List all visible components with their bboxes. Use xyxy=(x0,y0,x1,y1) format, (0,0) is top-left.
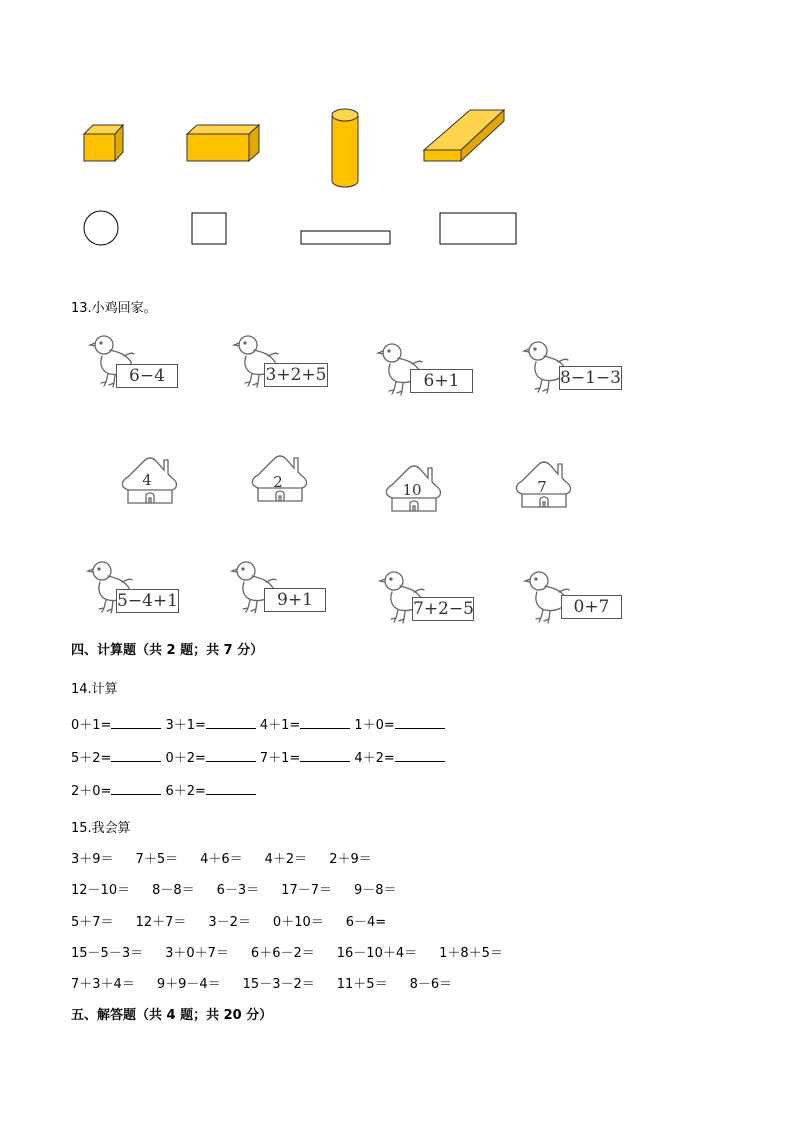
q15-row xyxy=(71,915,408,931)
equation-label: 4＋2= xyxy=(354,751,395,766)
q15-row xyxy=(71,946,525,962)
q14-row xyxy=(71,749,449,767)
q13-title: 13.小鸡回家。 xyxy=(71,301,157,316)
chick-expression-tag: 9+1 xyxy=(264,588,326,612)
equation-label: 3＋1= xyxy=(165,718,206,733)
equation: 15－3－2＝ xyxy=(242,977,315,992)
cuboid-icon xyxy=(187,125,259,161)
equation: 12＋7＝ xyxy=(135,915,187,930)
equation-label: 1＋0= xyxy=(354,718,395,733)
equation-label: 6＋2= xyxy=(165,784,206,799)
equation: 5＋7＝ xyxy=(71,915,114,930)
answer-blank[interactable] xyxy=(300,749,350,762)
equation: 4＋6＝ xyxy=(200,852,243,867)
q15-row xyxy=(71,883,419,899)
house-number: 7 xyxy=(537,478,547,496)
equation: 1＋8＋5＝ xyxy=(439,946,503,961)
square-shape xyxy=(192,213,226,244)
answer-blank[interactable] xyxy=(111,749,161,762)
equation-label: 7＋1= xyxy=(259,751,301,766)
equation: 6＋6－2＝ xyxy=(250,946,315,961)
equation: 3－2＝ xyxy=(208,915,251,930)
circle-shape xyxy=(84,211,118,245)
equation: 0＋10＝ xyxy=(272,915,324,930)
chick-expression-tag: 3+2+5 xyxy=(265,365,327,385)
q15-row xyxy=(71,977,474,993)
chick-expression-tag: 5−4+1 xyxy=(117,591,178,611)
q14-row xyxy=(71,782,260,800)
q15-title: 15.我会算 xyxy=(71,821,131,836)
answer-blank[interactable] xyxy=(111,782,161,795)
equation: 7＋5＝ xyxy=(135,852,179,867)
equation-label: 4＋1= xyxy=(259,718,301,733)
equation: 3＋9＝ xyxy=(71,852,114,867)
thin-rectangle-shape xyxy=(301,231,390,244)
answer-blank[interactable] xyxy=(111,716,161,729)
solids-row xyxy=(0,0,794,260)
rectangle-shape xyxy=(440,213,516,244)
chick-expression-tag: 6+1 xyxy=(410,369,473,393)
equation: 4＋2＝ xyxy=(264,852,308,867)
equation: 12－10＝ xyxy=(71,883,131,898)
section-4-heading: 四、计算题（共 2 题；共 7 分） xyxy=(71,643,264,658)
equation: 3＋0＋7＝ xyxy=(165,946,229,961)
equation-label: 0＋2= xyxy=(165,751,206,766)
section-5-heading: 五、解答题（共 4 题；共 20 分） xyxy=(71,1008,273,1023)
equation: 6－4= xyxy=(345,915,387,930)
cylinder-icon xyxy=(332,109,358,187)
equation-label: 2＋0= xyxy=(71,784,112,799)
q15-row xyxy=(71,852,394,868)
answer-blank[interactable] xyxy=(206,716,256,729)
equation: 8－8＝ xyxy=(152,883,195,898)
answer-blank[interactable] xyxy=(206,749,256,762)
answer-blank[interactable] xyxy=(300,716,350,729)
chick-expression-tag: 0+7 xyxy=(561,595,622,619)
house-number: 2 xyxy=(273,473,283,491)
equation: 2＋9＝ xyxy=(329,852,372,867)
house-number: 4 xyxy=(142,471,152,489)
chick-expression-tag: 8−1−3 xyxy=(560,368,621,388)
equation-label: 5＋2= xyxy=(71,751,112,766)
q14-row xyxy=(71,716,449,734)
chick-expression-tag: 6−4 xyxy=(116,364,178,388)
equation: 15－5－3＝ xyxy=(71,946,144,961)
answer-blank[interactable] xyxy=(395,749,445,762)
answer-blank[interactable] xyxy=(395,716,445,729)
cube-icon xyxy=(84,125,123,161)
equation: 6－3＝ xyxy=(216,883,260,898)
equation: 11＋5＝ xyxy=(336,977,388,992)
equation: 9＋9－4＝ xyxy=(156,977,221,992)
equation: 9－8＝ xyxy=(354,883,397,898)
chick-expression-tag: 7+2−5 xyxy=(413,599,474,619)
equation: 17－7＝ xyxy=(281,883,333,898)
equation: 16－10＋4＝ xyxy=(336,946,418,961)
equation: 8－6＝ xyxy=(409,977,453,992)
house-number: 10 xyxy=(402,481,422,499)
q14-title: 14.计算 xyxy=(71,682,118,697)
equation: 7＋3＋4＝ xyxy=(71,977,135,992)
answer-blank[interactable] xyxy=(206,782,256,795)
flat-prism-icon xyxy=(424,110,504,161)
equation-label: 0＋1= xyxy=(71,718,112,733)
